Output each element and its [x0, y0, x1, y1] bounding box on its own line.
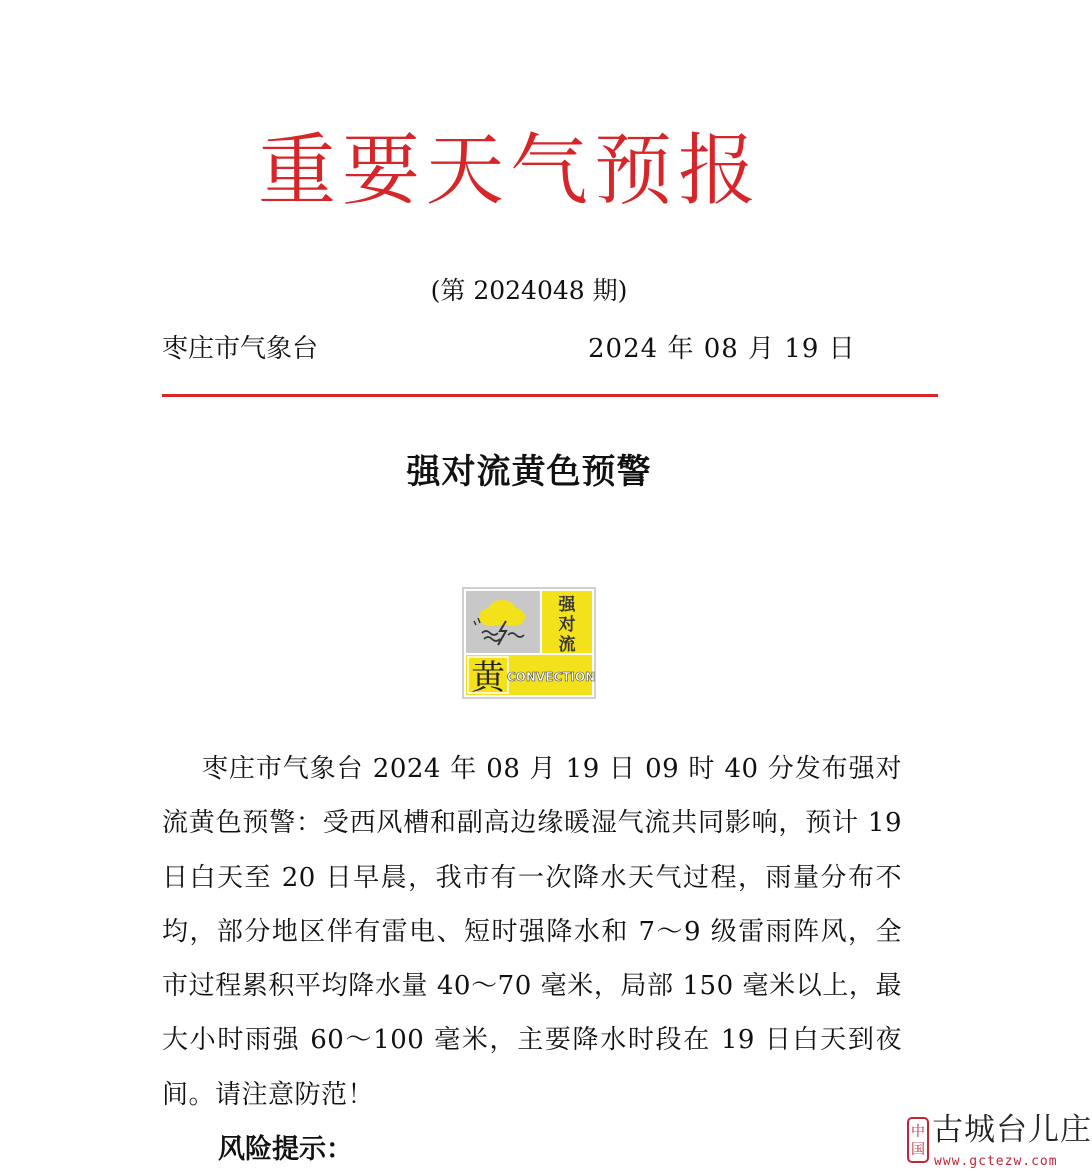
- logo-char-2: 国: [911, 1142, 925, 1158]
- issuer-name: 枣庄市气象台: [162, 334, 319, 364]
- warning-body: 枣庄市气象台 2024 年 08 月 19 日 09 时 40 分发布强对流黄色预警：受西风槽和副高边缘暖湿气流共同影响，预计 19 日白天至 20 日早晨，我市有一次降水天气过程，雨量分布不均，部分地区伴有雷电、短时强降水和 7～9 级雷雨阵风，全市过程累积平均降水量 40～70 毫米，局部 150 毫米以上，最大小时雨强 60～100 毫米，主要降水时段在 19 日白天到夜间。请注意防范！: [162, 754, 902, 1110]
- document-title: 重要天气预报: [257, 126, 762, 216]
- warning-signal-graphic: [462, 587, 596, 699]
- warning-title: 强对流黄色预警: [406, 452, 652, 492]
- watermark-url: www.gcte​zw.com: [934, 1154, 1058, 1169]
- convection-warning-icon: [462, 587, 596, 699]
- watermark-name: 古城台儿庄: [932, 1112, 1092, 1148]
- issue-date: 2024 年 08 月 19 日: [588, 334, 856, 364]
- side-text-char-3: 流: [558, 635, 576, 655]
- level-char: 黄: [471, 658, 505, 698]
- site-watermark: [902, 1112, 1092, 1174]
- watermark-logo-icon: [906, 1116, 930, 1164]
- issue-number: (第 2024048 期): [430, 276, 628, 305]
- side-text-char-2: 对: [558, 615, 576, 635]
- side-text-char-1: 强: [558, 595, 576, 615]
- logo-char-1: 中: [911, 1124, 925, 1140]
- risk-heading: 风险提示：: [218, 1134, 353, 1165]
- icon-label: CONVECTION: [506, 670, 596, 684]
- red-divider: [162, 394, 938, 397]
